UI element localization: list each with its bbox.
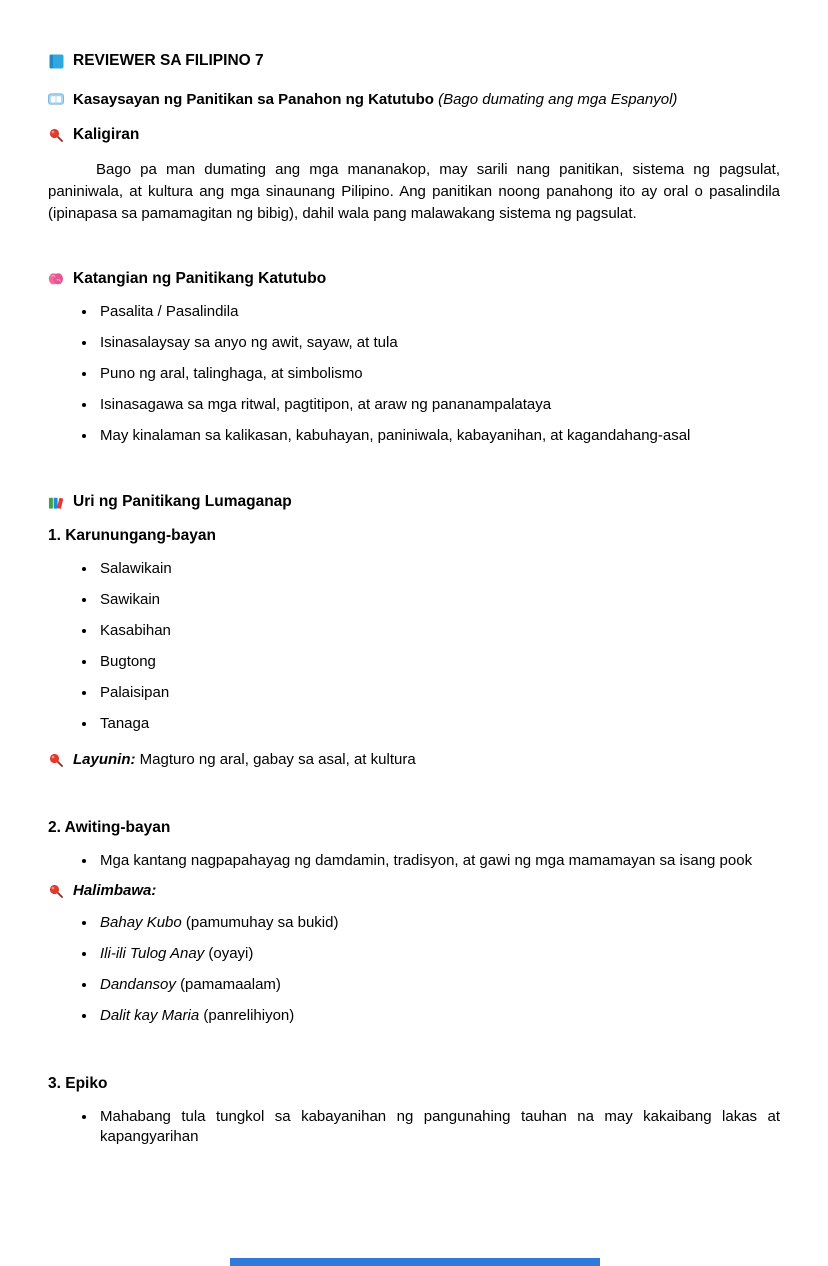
list-item: • Sawikain [97, 590, 780, 610]
example-title: Ili-ili Tulog Anay [100, 945, 205, 962]
list-item: • Isinasalaysay sa anyo ng awit, sayaw, at tula [97, 333, 780, 353]
katangian-heading: Katangian ng Panitikang Katutubo [73, 270, 327, 287]
books-icon [48, 494, 64, 510]
list-item: • Pasalita / Pasalindila [97, 302, 780, 322]
list-item: • May kinalaman sa kalikasan, kabuhayan, paniniwala, kabayanihan, at kagandahang-asal [97, 426, 780, 446]
list-item: • Kasabihan [97, 621, 780, 641]
open-book-icon [48, 92, 64, 108]
layunin-label: Layunin: [73, 751, 136, 768]
example-desc: (pamamaalam) [180, 976, 281, 993]
document-subtitle [73, 91, 677, 108]
sub1-list [48, 559, 780, 734]
katangian-list [48, 302, 780, 446]
sub1-heading: 1. Karunungang-bayan [48, 527, 216, 544]
uri-heading: Uri ng Panitikang Lumaganap [73, 493, 292, 510]
uri-heading-row [48, 493, 780, 511]
katangian-heading-row [48, 270, 780, 288]
layunin-row [48, 751, 780, 768]
example-desc: (panrelihiyon) [203, 1007, 295, 1024]
document-title: REVIEWER SA FILIPINO 7 [73, 52, 264, 69]
list-item: • Puno ng aral, talinghaga, at simbolismo [97, 364, 780, 384]
list-item: • Salawikain [97, 559, 780, 579]
list-item [97, 975, 780, 995]
example-desc: (pamumuhay sa bukid) [185, 914, 339, 931]
document-title-row [48, 52, 780, 70]
blue-book-icon [48, 53, 64, 69]
layunin-text-line [73, 751, 416, 768]
brain-icon [48, 271, 64, 287]
list-item [97, 1006, 780, 1026]
subtitle-bold-text: Kasaysayan ng Panitikan sa Panahon ng Katutubo [73, 91, 434, 108]
list-item: • Isinasagawa sa mga ritwal, pagtitipon, at araw ng pananampalataya [97, 395, 780, 415]
kaligiran-heading-row [48, 126, 780, 144]
next-page-blue-bar [230, 1258, 600, 1266]
document-subtitle-row [48, 91, 780, 108]
pushpin-icon [48, 752, 64, 768]
list-item [97, 913, 780, 933]
list-item: • Mga kantang nagpapahayag ng damdamin, tradisyon, at gawi ng mga mamamayan sa isang pook [97, 851, 780, 871]
pushpin-icon [48, 127, 64, 143]
list-item: • Tanaga [97, 714, 780, 734]
pushpin-icon [48, 883, 64, 899]
sub3-list [48, 1107, 780, 1147]
sub2-heading: 2. Awiting-bayan [48, 819, 171, 836]
example-title: Bahay Kubo [100, 914, 182, 931]
sub2-list [48, 851, 780, 871]
list-item [97, 944, 780, 964]
example-title: Dandansoy [100, 976, 176, 993]
example-desc: (oyayi) [208, 945, 254, 962]
list-item: • Palaisipan [97, 683, 780, 703]
layunin-text: Magturo ng aral, gabay sa asal, at kultura [139, 751, 416, 768]
kaligiran-paragraph: Bago pa man dumating ang mga mananakop, may sarili nang panitikan, sistema ng pagsulat, paniniwala, at kultura ang mga sinaunang Pilipino. Ang panitikan noong panahong ito ay oral o pasalindila (ipinapasa sa pamamagitan ng bibig), dahil wala pang malawakang sistema ng pagsulat. [48, 161, 780, 222]
example-title: Dalit kay Maria [100, 1007, 200, 1024]
list-item: • Bugtong [97, 652, 780, 672]
sub3-heading: 3. Epiko [48, 1075, 108, 1092]
halimbawa-label: Halimbawa: [73, 882, 157, 899]
halimbawa-list [48, 913, 780, 1026]
halimbawa-row [48, 882, 780, 899]
kaligiran-heading: Kaligiran [73, 126, 140, 143]
list-item: • Mahabang tula tungkol sa kabayanihan ng pangunahing tauhan na may kakaibang lakas at kapangyarihan [97, 1107, 780, 1147]
subtitle-italic-text: (Bago dumating ang mga Espanyol) [438, 91, 678, 108]
